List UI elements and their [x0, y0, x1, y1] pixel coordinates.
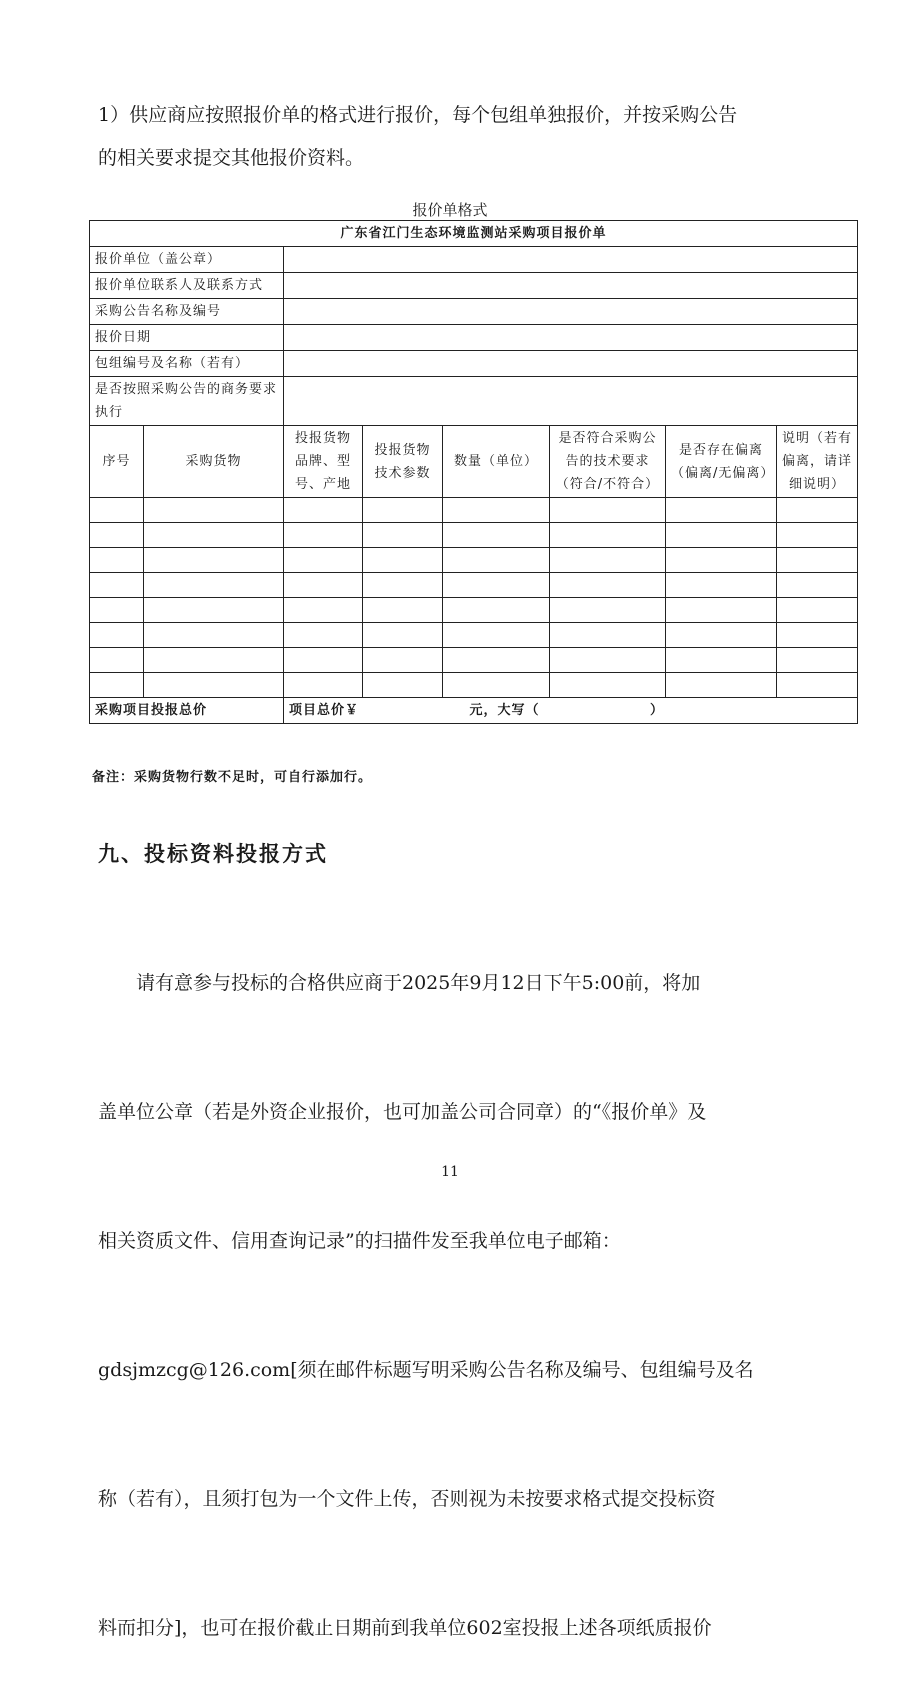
- section-heading: 九、投标资料投报方式: [98, 842, 328, 866]
- table-row: [90, 573, 858, 598]
- total-row: [90, 698, 858, 724]
- field-label: 包组编号及名称（若有）: [90, 351, 284, 377]
- form-row: [90, 299, 858, 325]
- table-note: 备注：采购货物行数不足时，可自行添加行。: [92, 770, 373, 785]
- section-body: [98, 876, 808, 1693]
- intro-paragraph: [98, 94, 808, 180]
- column-header: 采购货物: [144, 426, 284, 498]
- table-caption: 报价单格式: [412, 201, 488, 219]
- field-value-blank: [284, 299, 858, 325]
- page-number: 11: [441, 1164, 459, 1180]
- column-header: 是否符合采购公告的技术要求（符合/不符合）: [550, 426, 666, 498]
- field-label: 报价单位（盖公章）: [90, 247, 284, 273]
- form-row: [90, 273, 858, 299]
- section-line: 相关资质文件、信用查询记录”的扫描件发至我单位电子邮箱：: [98, 1230, 621, 1252]
- field-value-blank: [284, 377, 858, 426]
- total-value: 项目总价￥ 元，大写（ ）: [284, 698, 858, 724]
- column-header: 投报货物技术参数: [363, 426, 443, 498]
- section-line: gdsjmzcg@126.com[须在邮件标题写明采购公告名称及编号、包组编号及名: [98, 1359, 754, 1381]
- table-row: [90, 498, 858, 523]
- section-line: 称（若有），且须打包为一个文件上传，否则视为未按要求格式提交投标资: [98, 1488, 716, 1510]
- table-row: [90, 598, 858, 623]
- table-title: 广东省江门生态环境监测站采购项目报价单: [90, 221, 858, 247]
- section-line: 请有意参与投标的合格供应商于2025年9月12日下午5:00前，将加: [98, 972, 701, 994]
- table-row: [90, 648, 858, 673]
- table-row: [90, 673, 858, 698]
- form-row: [90, 377, 858, 426]
- field-value-blank: [284, 325, 858, 351]
- form-row: [90, 351, 858, 377]
- column-header-row: [90, 426, 858, 498]
- field-label: 是否按照采购公告的商务要求执行: [90, 377, 284, 426]
- table-row: [90, 623, 858, 648]
- table-row: [90, 523, 858, 548]
- field-label: 采购公告名称及编号: [90, 299, 284, 325]
- field-value-blank: [284, 247, 858, 273]
- intro-line: 1）供应商应按照报价单的格式进行报价，每个包组单独报价，并按采购公告: [98, 104, 738, 126]
- column-header: 序号: [90, 426, 144, 498]
- field-value-blank: [284, 351, 858, 377]
- table-row: [90, 548, 858, 573]
- intro-line: 的相关要求提交其他报价资料。: [98, 147, 365, 169]
- table-title-row: [90, 221, 858, 247]
- column-header: 投报货物品牌、型号、产地: [284, 426, 363, 498]
- column-header: 数量（单位）: [443, 426, 550, 498]
- field-value-blank: [284, 273, 858, 299]
- form-row: [90, 325, 858, 351]
- form-row: [90, 247, 858, 273]
- column-header: 说明（若有偏离，请详细说明）: [777, 426, 858, 498]
- column-header: 是否存在偏离（偏离/无偏离）: [666, 426, 777, 498]
- total-label: 采购项目投报总价: [90, 698, 284, 724]
- field-label: 报价单位联系人及联系方式: [90, 273, 284, 299]
- section-line: 盖单位公章（若是外资企业报价，也可加盖公司合同章）的“《报价单》及: [98, 1101, 707, 1123]
- field-label: 报价日期: [90, 325, 284, 351]
- quotation-table: [89, 220, 858, 724]
- section-line: 料而扣分]，也可在报价截止日期前到我单位602室投报上述各项纸质报价: [98, 1617, 712, 1639]
